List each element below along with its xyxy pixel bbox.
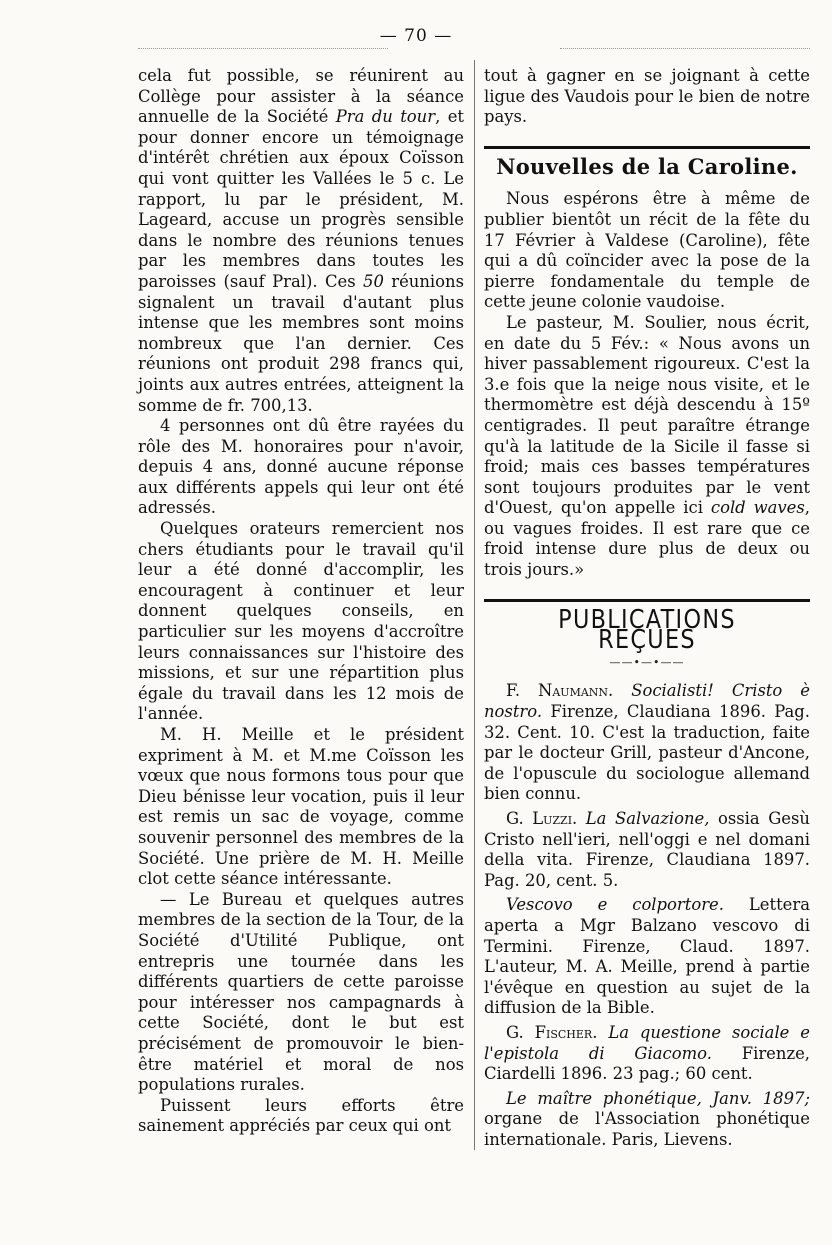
paragraph: cela fut possible, se réunirent au Collège pour assister à la séance annuelle de la Société Pra du tour, et pour donner encore un témoignage d'intérêt chrétien aux époux Coïsson qui vont quitter les Vallées le 5 c. Le rapport, lu par le président, M. Lageard, accuse un progrès sensible dans le nombre des réunions tenues par les membres dans toutes les paroisses (sauf Pral). Ces 50 réunions signalent un travail d'autant plus intense que les membres sont moins nombreux que l'an dernier. Ces réunions ont produit 298 francs qui, joints aux autres entrées, atteignent la somme de fr. 700,13. <box>138 66 465 415</box>
publication-entry: F. Naumann. Socialisti! Cristo è nostro. Firenze, Claudiana 1896. Pag. 32. Cent. 10. C'est la traduction, faite par le docteur Grill, pasteur d'Ancone, de l'opuscule du sociologue allemand bien connu. <box>484 681 810 804</box>
paragraph: 4 personnes ont dû être rayées du rôle des M. honoraires pour n'avoir, depuis 4 ans, donné aucune réponse aux différents appels qui leur ont été adressés. <box>138 416 464 518</box>
section-rule <box>484 146 810 149</box>
publication-entry: Le maître phonétique, Janv. 1897; organe de l'Association phonétique internationale. Paris, Lievens. <box>484 1088 810 1149</box>
right-column <box>484 66 810 1155</box>
paragraph: Quelques orateurs remercient nos chers étudiants pour le travail qu'il leur a été donné d'accomplir, les encouragent à continuer et leur donnent quelques conseils, en particulier sur les moyens d'accroître leurs connaissances sur l'histoire des missions, et sur une répartition plus égale du travail dans les 12 mois de l'année. <box>138 519 464 724</box>
header-rule-right <box>560 48 810 49</box>
publication-entry: G. Fischer. La questione sociale e l'epistola di Giacomo. Firenze, Ciardelli 1896. 23 pag.; 60 cent. <box>484 1022 811 1084</box>
publication-entry: G. Luzzi. La Salvazione, ossia Gesù Cristo nell'ieri, nell'oggi e nel domani della vita. Firenze, Claudiana 1897. Pag. 20, cent. 5. <box>484 809 810 890</box>
paragraph: Le pasteur, M. Soulier, nous écrit, en date du 5 Fév.: « Nous avons un hiver passablement rigoureux. C'est la 3.e fois que la neige nous visite, et le thermomètre est déjà descendu à 15º centigrades. Il peut paraître étrange qu'à la latitude de la Sicile il fasse si froid; mais ces basses températures sont toujours produites par le vent d'Ouest, qu'on appelle ici cold waves, ou vagues froides. Il est rare que ce froid intense dure plus de deux ou trois jours.» <box>484 312 810 580</box>
header-rule-left <box>138 48 388 49</box>
ornament: ——•—•—— <box>609 655 685 669</box>
paragraph: M. H. Meille et le président expriment à M. et M.me Coïsson les vœux que nous formons tous pour que Dieu bénisse leur vocation, puis il leur est remis un sac de voyage, comme souvenir personnel des membres de la Société. Une prière de M. H. Meille clot cette séance intéressante. <box>138 725 464 889</box>
paragraph: — Le Bureau et quelques autres membres de la section de la Tour, de la Société d'Utilité Publique, ont entrepris une tournée dans les différents quartiers de cette paroisse pour intéresser nos campagnards à cette Société, dont le but est précisément de promouvoir le bien-être matériel et moral de nos populations rurales. <box>138 889 464 1095</box>
page-number: — 70 — <box>379 26 453 46</box>
publications-heading: PUBLICATIONS REÇUES <box>558 604 736 656</box>
publication-entry: Vescovo e colportore. Lettera aperta a Mgr Balzano vescovo di Termini. Firenze, Claud. 1897. L'auteur, M. A. Meille, prend à partie l'évêque en question au sujet de la diffusion de la Bible. <box>484 895 810 1018</box>
paragraph: tout à gagner en se joignant à cette ligue des Vaudois pour le bien de notre pays. <box>484 66 810 127</box>
paragraph: Puissent leurs efforts être sainement appréciés par ceux qui ont <box>138 1095 464 1136</box>
left-column <box>138 66 464 1137</box>
column-divider <box>474 60 475 1150</box>
paragraph: Nous espérons être à même de publier bientôt un récit de la fête du 17 Février à Valdese (Caroline), fête qui a dû coïncider avec la pose de la pierre fondamentale du temple de cette jeune colonie vaudoise. <box>484 189 810 312</box>
caroline-heading: Nouvelles de la Caroline. <box>496 153 798 179</box>
section-rule <box>484 599 810 602</box>
